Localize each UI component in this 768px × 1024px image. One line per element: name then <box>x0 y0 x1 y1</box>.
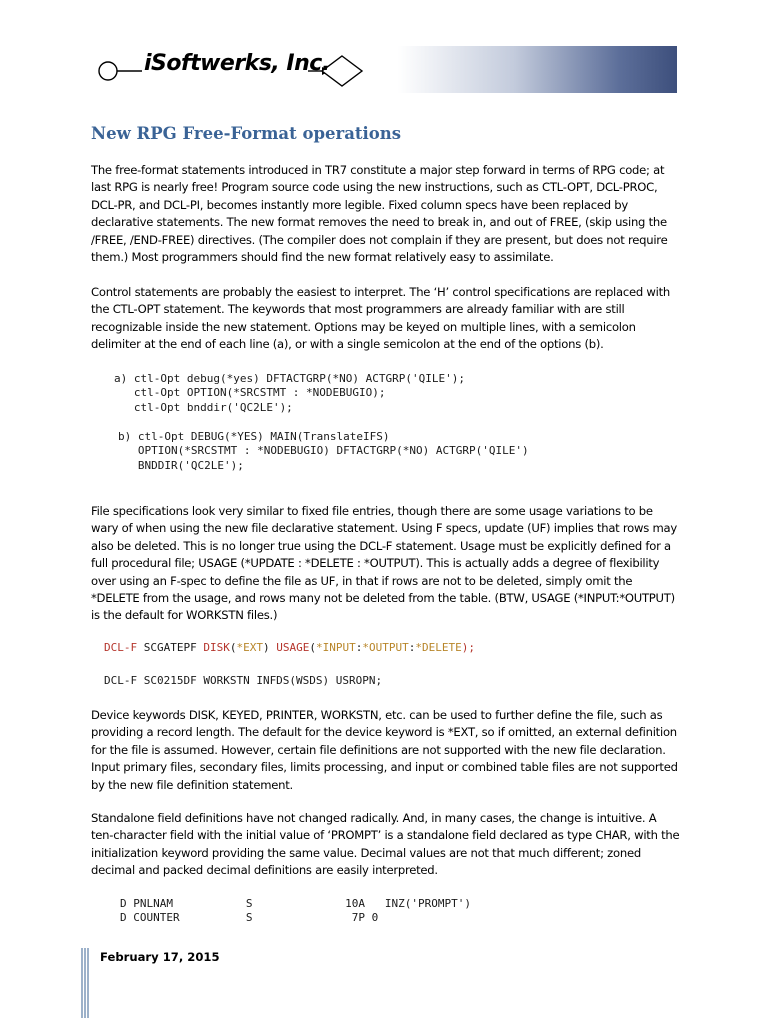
code-constant: *DELETE <box>415 641 462 654</box>
footer-date: February 17, 2015 <box>100 950 220 964</box>
code-line: OPTION(*SRCSTMT : *NODEBUGIO) DFTACTGRP(*NO) ACTGRP('QILE') <box>118 444 529 458</box>
code-line: a) ctl-Opt debug(*yes) DFTACTGRP(*NO) ACTGRP('QILE'); <box>114 372 465 385</box>
code-line: ctl-Opt bnddir('QC2LE'); <box>114 400 293 414</box>
code-token: SCGATEPF <box>137 641 204 654</box>
code-line: b) ctl-Opt DEBUG(*YES) MAIN(TranslateIFS) <box>118 430 390 443</box>
code-constant: *EXT <box>236 641 263 654</box>
footer-rule-lines <box>80 948 90 1018</box>
code-token: ( <box>229 641 237 654</box>
code-constant: *OUTPUT <box>362 641 409 654</box>
code-token: : <box>408 641 416 654</box>
code-block-d-specs <box>120 897 471 926</box>
code-dclf-scgatepf <box>104 641 475 655</box>
code-token: : <box>355 641 363 654</box>
paragraph-file-specifications: File specifications look very similar to fixed file entries, though there are some usage variations to be wary of when using the new file declarative statement. Using F specs, update (UF) implies that rows may also be deleted. This is no longer true using the DCL-F statement. Usage must be explicitly defined for a full procedural file; USAGE (*UPDATE : *DELETE : *OUTPUT). This is actually adds a degree of flexibility over using an F-spec to define the file as UF, in that if rows are not to be deleted, simply omit the *DELETE from the usage, and rows many not be deleted from the table. (BTW, USAGE (*INPUT:*OUTPUT) is the default for WORKSTN files.) <box>91 504 677 623</box>
logo-text: iSoftwerks, Inc. <box>144 51 330 76</box>
logo-banner <box>95 46 677 93</box>
logo-circle-icon <box>99 62 117 80</box>
code-keyword: USAGE <box>276 641 310 654</box>
page-title: New RPG Free-Format operations <box>91 124 402 143</box>
code-line: BNDDIR('QC2LE'); <box>118 458 244 472</box>
code-block-b <box>118 430 529 473</box>
code-line: ctl-Opt OPTION(*SRCSTMT : *NODEBUGIO); <box>114 386 386 400</box>
code-line: D PNLNAM S 10A INZ('PROMPT') <box>120 897 471 910</box>
paragraph-device-keywords: Device keywords DISK, KEYED, PRINTER, WORKSTN, etc. can be used to further define the file, such as providing a record length. The default for the device keyword is *EXT, so if omitted, an external definition for the file is assumed. However, certain file definitions are not supported with the new file declaration. Input primary files, secondary files, limits processing, and input or combined table files are not supported by the new file definition statement. <box>91 708 678 792</box>
code-token: ( <box>309 641 316 654</box>
code-dclf-sc0215df: DCL-F SC0215DF WORKSTN INFDS(WSDS) USROPN; <box>104 674 383 687</box>
paragraph-intro: The free-format statements introduced in TR7 constitute a major step forward in terms of RPG code; at last RPG is nearly free! Program source code using the new instructions, such as CTL-OPT, DCL-PROC, DCL-PR, and DCL-PI, becomes instantly more legible. Fixed column specs have been replaced by declarative statements. The new format removes the need to break in, and out of FREE, (skip using the /FREE, /END-FREE) directives. (The compiler does not complain if they are present, but does not require them.) Most programmers should find the new format relatively easy to assimilate. <box>91 163 668 265</box>
code-constant: *INPUT <box>315 641 356 654</box>
code-line: D COUNTER S 7P 0 <box>120 911 379 925</box>
code-block-a <box>114 372 465 415</box>
code-token: ) <box>262 641 277 654</box>
code-keyword: DISK <box>203 641 230 654</box>
paragraph-control-statements: Control statements are probably the easiest to interpret. The ‘H’ control specifications are replaced with the CTL-OPT statement. The keywords that most programmers are already familiar with are still recognizable inside the new statement. Options may be keyed on multiple lines, with a semicolon delimiter at the end of each line (a), or with a single semicolon at the end of the options (b). <box>91 285 671 352</box>
paragraph-standalone-fields: Standalone field definitions have not changed radically. And, in many cases, the change is intuitive. A ten-character field with the initial value of ‘PROMPT’ is a standalone field declared as type CHAR, with the initialization keyword providing the same value. Decimal values are not that much different; zoned decimal and packed decimal definitions are easily interpreted. <box>91 811 680 878</box>
code-token: ); <box>461 641 475 654</box>
code-keyword: DCL-F <box>104 641 138 654</box>
